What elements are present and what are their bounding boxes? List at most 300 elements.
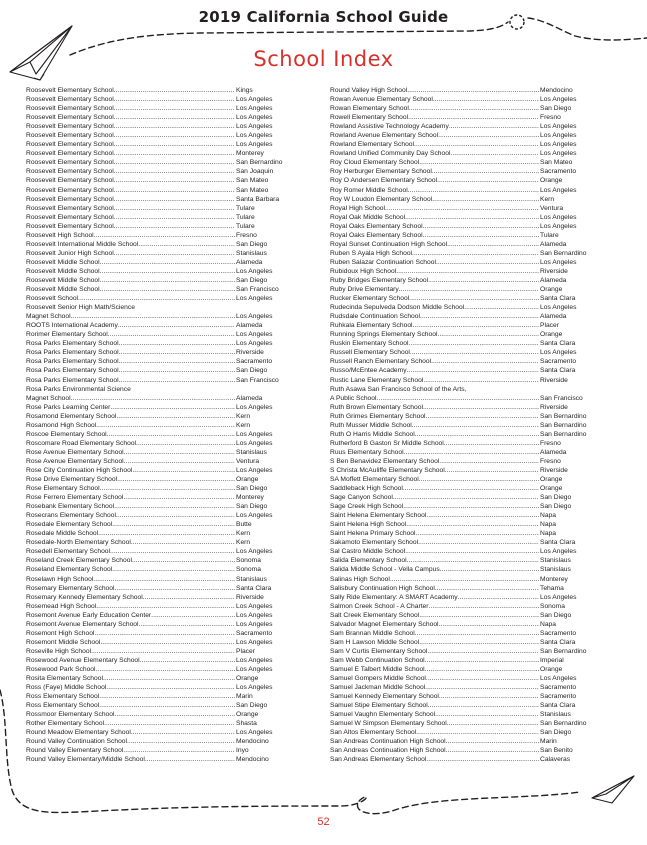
index-entry <box>330 222 596 231</box>
county-name: Los Angeles <box>540 132 577 140</box>
dot-leader <box>71 312 235 321</box>
dot-leader <box>436 258 539 267</box>
index-entry <box>330 176 596 185</box>
dot-leader <box>114 249 235 258</box>
county-name: Santa Barbara <box>236 195 280 203</box>
county-name: Riverside <box>236 349 264 357</box>
index-entry <box>26 412 292 421</box>
county-name: San Francisco <box>540 394 583 402</box>
index-entry <box>26 366 292 375</box>
county-name: Kern <box>236 412 251 420</box>
dot-leader <box>114 95 235 104</box>
index-entry <box>330 258 596 267</box>
school-name: Salmon Creek School - A Charter <box>330 602 429 610</box>
school-name: Roosevelt Elementary School <box>26 195 114 203</box>
school-name: Roselawn High School <box>26 575 94 583</box>
school-name: A Public School <box>330 394 377 402</box>
school-name: Rosemary Elementary School <box>26 584 115 592</box>
county-name: Los Angeles <box>236 611 273 619</box>
county-name: Los Angeles <box>540 593 577 601</box>
school-name: Rose Parks Learning Center <box>26 403 111 411</box>
county-name: San Joaquin <box>236 168 274 176</box>
index-entry <box>26 538 292 547</box>
index-entry <box>26 339 292 348</box>
school-name: Rustic Lane Elementary School <box>330 376 424 384</box>
county-name: San Diego <box>540 729 572 737</box>
index-entry <box>330 104 596 113</box>
dot-leader <box>446 737 539 746</box>
school-name: Saddleback High School <box>330 485 403 493</box>
school-name: Rosa Parks Elementary School <box>26 349 119 357</box>
dot-leader <box>437 330 539 339</box>
dot-leader <box>110 547 235 556</box>
dot-leader <box>399 285 539 294</box>
school-name: Roosevelt Elementary School <box>26 96 114 104</box>
dot-leader <box>94 231 235 240</box>
county-name: Santa Clara <box>540 702 576 710</box>
county-name: Sacramento <box>540 629 577 637</box>
county-name: Tulare <box>236 213 255 221</box>
dot-leader <box>410 348 539 357</box>
index-entry <box>26 403 292 412</box>
index-entry <box>26 104 292 113</box>
dot-leader <box>100 285 235 294</box>
school-name: Rutherford B Gaston Sr Middle School <box>330 439 444 447</box>
index-entry <box>26 547 292 556</box>
index-entry <box>26 86 292 95</box>
school-name: Roosevelt Elementary School <box>26 141 114 149</box>
school-name: Roseland Creek Elementary School <box>26 557 132 565</box>
county-name: Los Angeles <box>236 105 273 113</box>
index-entry <box>330 231 596 240</box>
index-entry <box>330 719 596 728</box>
index-entry <box>26 565 292 574</box>
dot-leader <box>435 710 539 719</box>
index-entry <box>26 656 292 665</box>
index-entry <box>26 439 292 448</box>
county-name: San Mateo <box>540 159 573 167</box>
county-name: Los Angeles <box>236 602 273 610</box>
county-name: San Mateo <box>236 186 269 194</box>
school-name: Rose Elementary School <box>26 485 100 493</box>
school-name: Rowan Avenue Elementary School <box>330 96 433 104</box>
county-name: Fresno <box>540 439 561 447</box>
school-name: Saint Helena High School <box>330 521 407 529</box>
county-name: San Bernardino <box>540 249 587 257</box>
county-name: Marin <box>540 738 557 746</box>
index-entry <box>26 122 292 131</box>
school-name: Ross Elementary School <box>26 693 100 701</box>
dot-leader <box>91 647 235 656</box>
county-name: Los Angeles <box>236 331 273 339</box>
county-name: Monterey <box>236 150 264 158</box>
school-name: Sam Webb Continuation School <box>330 656 425 664</box>
county-name: Los Angeles <box>236 123 273 131</box>
index-entry <box>330 502 596 511</box>
dot-leader <box>431 357 539 366</box>
county-name: Santa Clara <box>540 340 576 348</box>
index-entry <box>330 276 596 285</box>
index-entry <box>26 701 292 710</box>
dot-leader <box>114 195 235 204</box>
dot-leader <box>114 186 235 195</box>
school-name: S Christa McAuliffe Elementary School <box>330 466 445 474</box>
county-name: Sonoma <box>236 557 261 565</box>
school-name: Roosevelt Elementary School <box>26 204 114 212</box>
school-name: Roosevelt High School <box>26 231 94 239</box>
school-name: Rowland Elementary School <box>330 141 415 149</box>
paper-plane-icon-small <box>592 776 634 803</box>
school-name: Salinas High School <box>330 575 390 583</box>
school-name: Roosevelt Elementary School <box>26 150 114 158</box>
school-name: Rubidoux High School <box>330 267 397 275</box>
index-entry <box>26 167 292 176</box>
county-name: Marin <box>236 693 253 701</box>
dot-leader <box>432 195 539 204</box>
school-name: Rose Drive Elementary School <box>26 476 118 484</box>
index-entry <box>330 565 596 574</box>
school-name: Round Valley High School <box>330 87 408 94</box>
school-name: Ruth Brown Elementary School <box>330 403 423 411</box>
county-name: Alameda <box>540 448 567 456</box>
index-entry <box>26 484 292 493</box>
dot-leader <box>93 575 235 584</box>
dot-leader <box>112 565 235 574</box>
county-name: Riverside <box>236 593 264 601</box>
index-entry <box>26 710 292 719</box>
school-name: Roosevelt Senior High Math/Science <box>26 304 135 312</box>
index-entry <box>330 665 596 674</box>
dot-leader <box>123 746 235 755</box>
county-name: Monterey <box>236 494 264 502</box>
dot-leader <box>131 538 235 547</box>
index-entry <box>26 258 292 267</box>
dot-leader <box>151 611 235 620</box>
index-entry <box>330 267 596 276</box>
dot-leader <box>420 312 539 321</box>
county-name: Orange <box>540 286 563 294</box>
index-entry <box>330 547 596 556</box>
index-entry <box>26 466 292 475</box>
county-name: Sonoma <box>236 566 261 574</box>
school-name: Roscoe Elementary School <box>26 430 107 438</box>
index-entry <box>26 556 292 565</box>
county-name: Los Angeles <box>236 638 273 646</box>
school-name: Round Valley Elementary School <box>26 747 124 755</box>
dot-leader <box>444 439 539 448</box>
county-name: Inyo <box>236 747 249 755</box>
school-name: Sally Ride Elementary: A SMART Academy <box>330 593 458 601</box>
county-name: Santa Clara <box>540 638 576 646</box>
index-entry <box>26 204 292 213</box>
county-name: Alameda <box>540 313 567 321</box>
school-name: Roosevelt Elementary School <box>26 213 114 221</box>
index-entry <box>26 683 292 692</box>
county-name: San Diego <box>540 494 572 502</box>
index-entry <box>330 421 596 430</box>
dot-leader <box>427 647 539 656</box>
school-name: Sage Canyon School <box>330 494 393 502</box>
dot-leader <box>140 656 235 665</box>
school-name: Rowland Unified Community Day School <box>330 150 451 158</box>
county-name: Orange <box>540 485 563 493</box>
county-name: Santa Clara <box>540 539 576 547</box>
school-name: Roosevelt Elementary School <box>26 159 114 167</box>
dot-leader <box>114 158 235 167</box>
dot-leader <box>376 394 539 403</box>
dot-leader <box>119 376 235 385</box>
index-entry <box>330 629 596 638</box>
school-name: Running Springs Elementary School <box>330 331 438 339</box>
county-name: Los Angeles <box>540 222 577 230</box>
index-entry <box>330 683 596 692</box>
dot-leader <box>435 584 539 593</box>
dot-leader <box>100 638 235 647</box>
county-name: San Diego <box>540 611 572 619</box>
county-name: San Bernardino <box>540 430 587 438</box>
index-entry <box>26 249 292 258</box>
dot-leader <box>458 593 539 602</box>
index-entry <box>330 511 596 520</box>
index-entry <box>26 149 292 158</box>
county-name: Sacramento <box>540 168 577 176</box>
index-entry <box>26 575 292 584</box>
school-name: Ross (Faye) Middle School <box>26 684 107 692</box>
index-entry <box>26 728 292 737</box>
county-name: San Francisco <box>236 286 279 294</box>
county-name: Los Angeles <box>540 258 577 266</box>
county-name: Los Angeles <box>236 132 273 140</box>
county-name: Sacramento <box>236 629 273 637</box>
county-name: Los Angeles <box>540 213 577 221</box>
dot-leader <box>408 186 539 195</box>
county-name: San Diego <box>236 367 268 375</box>
school-name: Roosevelt Elementary School <box>26 87 114 94</box>
county-name: Orange <box>540 666 563 673</box>
dot-leader <box>423 376 539 385</box>
dot-leader <box>131 728 235 737</box>
county-name: Napa <box>540 512 556 520</box>
index-entry <box>330 321 596 330</box>
school-name: Russell Elementary School <box>330 349 410 357</box>
index-entry <box>26 665 292 674</box>
school-name: Roosevelt Middle School <box>26 276 100 284</box>
index-entry <box>330 167 596 176</box>
dot-leader <box>425 665 539 674</box>
index-entry <box>330 457 596 466</box>
county-name: Ventura <box>236 457 260 465</box>
index-entry <box>330 475 596 484</box>
dot-leader <box>413 321 539 330</box>
dot-leader <box>100 258 235 267</box>
dot-leader <box>119 366 235 375</box>
school-name: Ruth Asawa San Francisco School of the Arts, <box>330 385 467 393</box>
county-name: San Diego <box>540 105 572 113</box>
county-name: Orange <box>236 476 259 484</box>
index-entry <box>26 140 292 149</box>
index-entry <box>26 430 292 439</box>
school-name: Royal Oaks Elementary School <box>330 231 423 239</box>
county-name: Tehama <box>540 584 564 592</box>
county-name: Riverside <box>540 376 568 384</box>
index-entry <box>26 394 292 403</box>
dot-leader <box>114 104 235 113</box>
dot-leader <box>390 575 539 584</box>
dot-leader <box>425 656 539 665</box>
county-name: Alameda <box>236 258 263 266</box>
index-entry <box>330 357 596 366</box>
school-name: Saint Helena Elementary School <box>330 512 427 520</box>
dot-leader <box>114 131 235 140</box>
dot-leader <box>416 529 540 538</box>
index-entry <box>330 204 596 213</box>
county-name: Sacramento <box>236 358 273 366</box>
index-entry <box>26 348 292 357</box>
school-name: Samuel Gompers Middle School <box>330 675 426 683</box>
index-entry <box>330 439 596 448</box>
school-name: Rosewood Park School <box>26 666 96 673</box>
dot-leader <box>132 556 235 565</box>
index-entry <box>330 620 596 629</box>
school-name: Rosa Parks Elementary School <box>26 376 119 384</box>
dot-leader <box>415 430 539 439</box>
index-entry <box>330 647 596 656</box>
index-column-right <box>330 86 596 765</box>
dot-leader <box>393 493 539 502</box>
school-name: Royal High School <box>330 204 386 212</box>
school-name: Round Valley Elementary/Middle School <box>26 756 145 764</box>
index-entry <box>330 493 596 502</box>
dot-leader <box>405 547 539 556</box>
county-name: Stanislaus <box>540 557 571 565</box>
school-name: Salida Middle School - Vella Campus <box>330 566 440 574</box>
county-name: Stanislaus <box>540 566 571 574</box>
school-name: Ruby Bridges Elementary School <box>330 276 429 284</box>
dot-leader <box>403 502 539 511</box>
dot-leader <box>426 412 539 421</box>
dot-leader <box>445 466 539 475</box>
index-entry <box>26 385 292 394</box>
county-name: San Diego <box>236 485 268 493</box>
school-name: Ruskin Elementary School <box>330 340 409 348</box>
dot-leader <box>114 584 235 593</box>
school-name: Samuel Stipe Elementary School <box>330 702 428 710</box>
school-name: Rosedale-North Elementary School <box>26 539 131 547</box>
county-name: Sonoma <box>540 602 565 610</box>
index-entry <box>26 511 292 520</box>
county-name: San Bernardino <box>540 412 587 420</box>
school-name: Sal Castro Middle School <box>330 548 406 556</box>
school-name: Roosevelt Elementary School <box>26 105 114 113</box>
school-name: Salisbury Continuation High School <box>330 584 435 592</box>
school-name: Rosewood Avenue Elementary School <box>26 656 140 664</box>
school-name: Roosevelt Middle School <box>26 286 100 294</box>
index-entry <box>330 602 596 611</box>
dot-leader <box>423 231 539 240</box>
school-name: Royal Oak Middle School <box>330 213 406 221</box>
index-entry <box>330 692 596 701</box>
dot-leader <box>123 493 235 502</box>
county-name: San Diego <box>236 240 268 248</box>
school-name: Ruby Drive Elementary <box>330 286 399 294</box>
county-name: San Diego <box>236 702 268 710</box>
dot-leader <box>409 104 539 113</box>
dot-leader <box>100 484 235 493</box>
county-name: Los Angeles <box>236 295 273 303</box>
dot-leader <box>143 593 235 602</box>
index-entry <box>330 113 596 122</box>
index-entry <box>26 493 292 502</box>
county-name: Napa <box>540 521 556 529</box>
county-name: Los Angeles <box>236 729 273 737</box>
county-name: Placer <box>236 647 255 655</box>
county-name: Santa Clara <box>540 367 576 375</box>
dot-leader <box>419 638 539 647</box>
county-name: Los Angeles <box>540 548 577 556</box>
dot-leader <box>107 430 235 439</box>
school-name: Roosevelt Junior High School <box>26 249 114 257</box>
dot-leader <box>429 602 540 611</box>
school-name: Rose City Continuation High School <box>26 466 133 474</box>
school-name: Rosedell Elementary School <box>26 548 111 556</box>
dot-leader <box>114 122 235 131</box>
page-number: 52 <box>317 816 330 828</box>
index-entry <box>26 719 292 728</box>
county-name: Kern <box>236 539 251 547</box>
county-name: San Bernardino <box>540 720 587 728</box>
index-entry <box>330 466 596 475</box>
county-name: Los Angeles <box>236 656 273 664</box>
index-entry <box>26 231 292 240</box>
index-entry <box>26 421 292 430</box>
dot-leader <box>407 556 539 565</box>
index-entry <box>330 394 596 403</box>
index-entry <box>330 348 596 357</box>
dot-leader <box>116 511 235 520</box>
dot-leader <box>419 158 539 167</box>
county-name: Sacramento <box>540 358 577 366</box>
school-name: Sam V Curtis Elementary School <box>330 647 428 655</box>
index-entry <box>330 674 596 683</box>
dot-leader <box>106 683 235 692</box>
index-entry <box>26 285 292 294</box>
county-name: Los Angeles <box>236 666 273 673</box>
dot-leader <box>412 249 539 258</box>
dot-leader <box>96 602 235 611</box>
county-name: San Diego <box>540 503 572 511</box>
dot-leader <box>96 665 235 674</box>
school-name: Roosevelt Elementary School <box>26 177 114 185</box>
school-name: Rose Ferrero Elementary School <box>26 494 124 502</box>
school-name: Russo/McEntee Academy <box>330 367 407 375</box>
county-name: Tulare <box>236 204 255 212</box>
index-entry <box>26 376 292 385</box>
dot-leader <box>385 204 539 213</box>
index-entry <box>330 701 596 710</box>
index-entry <box>330 285 596 294</box>
school-name: San Andreas Continuation High School <box>330 747 446 755</box>
index-entry <box>26 195 292 204</box>
school-name: Roosevelt Middle School <box>26 267 100 275</box>
dot-leader <box>114 113 235 122</box>
county-name: Sacramento <box>540 693 577 701</box>
index-entry <box>330 131 596 140</box>
dot-leader <box>96 421 235 430</box>
index-entry <box>26 95 292 104</box>
dot-leader <box>139 620 235 629</box>
dot-leader <box>407 366 539 375</box>
index-entry <box>26 529 292 538</box>
